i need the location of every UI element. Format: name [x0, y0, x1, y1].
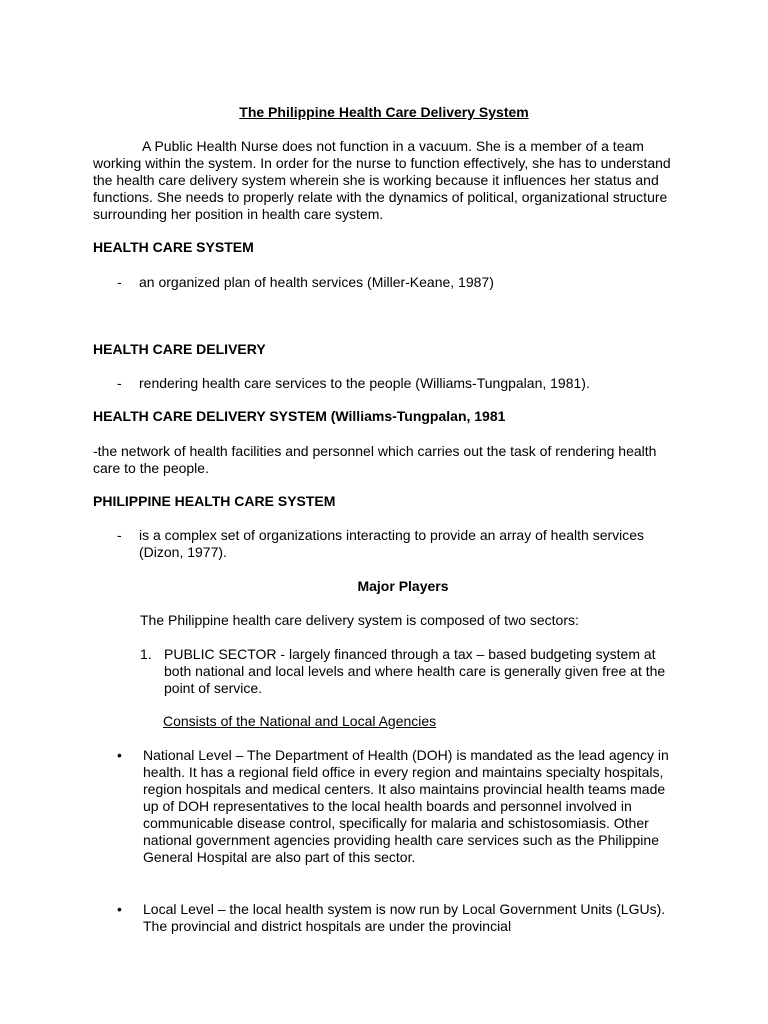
philippine-health-care-system-heading: PHILIPPINE HEALTH CARE SYSTEM — [93, 493, 336, 509]
bullet-text: Local Level – the local health system is now run by Local Government Units (LGUs). The provincial and district hospitals are under the provincial — [143, 901, 666, 934]
bullet-marker: • — [117, 747, 122, 763]
bullet-marker: • — [117, 901, 122, 917]
sectors-intro: The Philippine health care delivery system is composed of two sectors: — [140, 612, 579, 628]
health-care-system-heading: HEALTH CARE SYSTEM — [93, 239, 254, 255]
bullet-text: National Level – The Department of Health (DOH) is mandated as the lead agency in health. It has a regional field office in every region and maintains specialty hospitals, region hospitals and medical centers. It also maintains provincial health teams made up of DOH representatives to the local health boards and personnel involved in communicable disease control, specifically for malaria and schistosomiasis. Other national government agencies providing health care services such as the Philippine General Hospital are also part of this sector. — [143, 747, 669, 865]
definition-text: rendering health care services to the people (Williams-Tungpalan, 1981). — [139, 375, 590, 391]
health-care-delivery-heading: HEALTH CARE DELIVERY — [93, 341, 266, 357]
health-care-delivery-system-definition: -the network of health facilities and personnel which carries out the task of rendering health care to the people. — [93, 443, 657, 476]
health-care-delivery-system-heading: HEALTH CARE DELIVERY SYSTEM (Williams-Tungpalan, 1981 — [93, 408, 506, 424]
dash-marker: - — [117, 274, 122, 290]
dash-marker: - — [117, 527, 122, 543]
dash-marker: - — [117, 375, 122, 391]
public-sector-text: PUBLIC SECTOR - largely financed through a tax – based budgeting system at both national and local levels and where health care is generally given free at the point of service. — [164, 646, 666, 696]
page-title: The Philippine Health Care Delivery System — [239, 104, 529, 120]
number-marker: 1. — [140, 646, 152, 662]
agencies-subheading: Consists of the National and Local Agencies — [163, 713, 437, 729]
major-players-heading: Major Players — [357, 578, 449, 594]
intro-paragraph: A Public Health Nurse does not function in a vacuum. She is a member of a team working within the system. In order for the nurse to function effectively, she has to understand the health care delivery system wherein she is working because it influences her status and functions. She needs to properly relate with the dynamics of political, organizational structure surrounding her position in health care system. — [93, 138, 671, 222]
definition-text: is a complex set of organizations interacting to provide an array of health services (Dizon, 1977). — [139, 527, 645, 560]
definition-text: an organized plan of health services (Miller-Keane, 1987) — [139, 274, 494, 290]
